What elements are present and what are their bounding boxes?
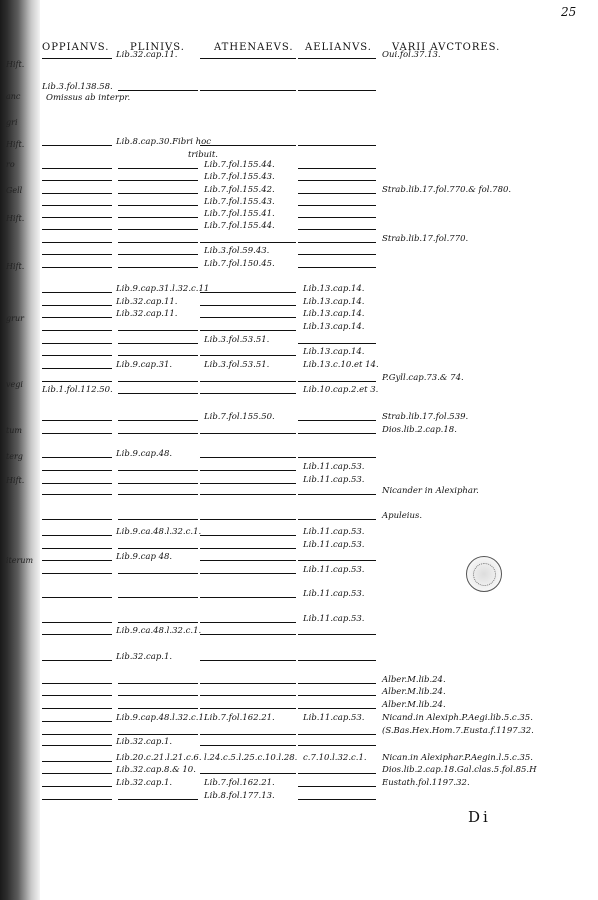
reference-entry: Lib.8.cap.30.Fibri hoc — [116, 137, 211, 147]
blank-rule — [298, 90, 376, 91]
blank-rule — [42, 267, 112, 268]
reference-entry: Lib.11.cap.53. — [303, 713, 365, 723]
spine-fragment: ro — [6, 160, 15, 169]
blank-rule — [298, 695, 376, 696]
reference-entry: Nicander in Alexiphar. — [382, 486, 479, 496]
reference-entry: Lib.7.fol.155.44. — [204, 221, 275, 231]
blank-rule — [200, 317, 296, 318]
blank-rule — [42, 799, 112, 800]
spine-fragment: Hift. — [6, 140, 25, 149]
blank-rule — [200, 393, 296, 394]
blank-rule — [298, 180, 376, 181]
blank-rule — [200, 660, 296, 661]
blank-rule — [298, 494, 376, 495]
blank-rule — [42, 786, 112, 787]
reference-entry: Lib.11.cap.53. — [303, 565, 365, 575]
reference-entry: Eustath.fol.1197.32. — [382, 778, 470, 788]
blank-rule — [42, 292, 112, 293]
blank-rule — [298, 168, 376, 169]
reference-entry: Lib.8.fol.177.13. — [204, 791, 275, 801]
reference-entry: Oui.fol.37.13. — [382, 50, 441, 60]
reference-entry: Dios.lib.2.cap.18.Gal.clas.5.fol.85.H — [382, 765, 537, 775]
reference-entry: Apuleius. — [382, 511, 423, 521]
blank-rule — [118, 708, 198, 709]
blank-rule — [42, 193, 112, 194]
blank-rule — [42, 519, 112, 520]
blank-rule — [42, 494, 112, 495]
reference-entry: Lib.1.fol.112.50. — [42, 385, 113, 395]
blank-rule — [42, 317, 112, 318]
blank-rule — [118, 90, 198, 91]
blank-rule — [200, 548, 296, 549]
reference-note: Omissus ab interpr. — [46, 93, 131, 103]
reference-entry: Lib.7.fol.155.42. — [204, 185, 275, 195]
blank-rule — [42, 58, 112, 59]
blank-rule — [200, 457, 296, 458]
reference-entry: Lib.11.cap.53. — [303, 475, 365, 485]
reference-entry: Strab.lib.17.fol.539. — [382, 412, 469, 422]
blank-rule — [200, 634, 296, 635]
reference-entry: Lib.9.ca.48.l.32.c.1. — [116, 527, 202, 537]
blank-rule — [298, 708, 376, 709]
reference-entry: Lib.32.cap.8.& 10. — [116, 765, 196, 775]
reference-entry: Lib.9.cap.48.l.32.c.1. — [116, 713, 207, 723]
blank-rule — [200, 90, 296, 91]
reference-entry: Alber.M.lib.24. — [382, 675, 446, 685]
library-stamp-seal — [466, 556, 502, 592]
blank-rule — [118, 355, 198, 356]
blank-rule — [42, 381, 112, 382]
blank-rule — [200, 708, 296, 709]
blank-rule — [298, 205, 376, 206]
reference-entry: Lib.3.fol.53.51. — [204, 335, 270, 345]
reference-entry: Lib.3.fol.59.43. — [204, 246, 270, 256]
spine-fragment: Hift. — [6, 476, 25, 485]
spine-fragment: terg — [6, 452, 23, 461]
blank-rule — [118, 205, 198, 206]
blank-rule — [118, 193, 198, 194]
blank-rule — [298, 217, 376, 218]
blank-rule — [42, 734, 112, 735]
reference-entry: Lib.13.cap.14. — [303, 347, 365, 357]
reference-entry: Strab.lib.17.fol.770.& fol.780. — [382, 185, 512, 195]
reference-entry: Alber.M.lib.24. — [382, 687, 446, 697]
reference-entry: Lib.32.cap.11. — [116, 309, 178, 319]
reference-entry: Alber.M.lib.24. — [382, 700, 446, 710]
blank-rule — [200, 773, 296, 774]
blank-rule — [298, 773, 376, 774]
reference-entry: Lib.3.fol.53.51. — [204, 360, 270, 370]
blank-rule — [200, 695, 296, 696]
blank-rule — [298, 519, 376, 520]
reference-note: tribuit. — [188, 150, 218, 160]
blank-rule — [298, 193, 376, 194]
reference-entry: Lib.7.fol.155.43. — [204, 197, 275, 207]
blank-rule — [42, 180, 112, 181]
reference-entry: Lib.7.fol.162.21. — [204, 713, 275, 723]
spine-fragment: Hift. — [6, 262, 25, 271]
blank-rule — [42, 683, 112, 684]
reference-entry: Lib.32.cap.1. — [116, 778, 173, 788]
blank-rule — [200, 745, 296, 746]
blank-rule — [42, 761, 112, 762]
blank-rule — [42, 433, 112, 434]
blank-rule — [118, 330, 198, 331]
blank-rule — [200, 734, 296, 735]
blank-rule — [42, 343, 112, 344]
blank-rule — [298, 799, 376, 800]
blank-rule — [200, 145, 296, 146]
blank-rule — [42, 242, 112, 243]
spine-fragment: grur — [6, 314, 24, 323]
blank-rule — [42, 330, 112, 331]
reference-entry: Lib.32.cap.11. — [116, 297, 178, 307]
blank-rule — [118, 597, 198, 598]
blank-rule — [118, 180, 198, 181]
blank-rule — [118, 242, 198, 243]
reference-entry: Lib.11.cap.53. — [303, 527, 365, 537]
column-header-varii-auctores: VARII AVCTORES. — [392, 42, 501, 53]
blank-rule — [42, 420, 112, 421]
blank-rule — [200, 483, 296, 484]
reference-entry: Lib.7.fol.155.43. — [204, 172, 275, 182]
reference-entry: l.24.c.5.l.25.c.10.l.28. — [204, 753, 298, 763]
blank-rule — [42, 229, 112, 230]
blank-rule — [42, 145, 112, 146]
blank-rule — [42, 708, 112, 709]
reference-entry: Lib.32.cap.1. — [116, 652, 173, 662]
reference-entry: Lib.20.c.21.l.21.c.6. — [116, 753, 202, 763]
spine-fragment: Gell — [6, 186, 23, 195]
blank-rule — [200, 494, 296, 495]
reference-entry: Lib.32.cap.11. — [116, 50, 178, 60]
blank-rule — [200, 470, 296, 471]
reference-entry: Lib.13.cap.14. — [303, 284, 365, 294]
blank-rule — [200, 622, 296, 623]
reference-entry: Lib.3.fol.138.58. — [42, 82, 113, 92]
blank-rule — [200, 560, 296, 561]
blank-rule — [200, 535, 296, 536]
blank-rule — [118, 267, 198, 268]
blank-rule — [298, 381, 376, 382]
spine-fragment: anc — [6, 92, 21, 101]
blank-rule — [42, 622, 112, 623]
blank-rule — [42, 205, 112, 206]
blank-rule — [118, 683, 198, 684]
reference-entry: Lib.7.fol.155.50. — [204, 412, 275, 422]
blank-rule — [42, 634, 112, 635]
blank-rule — [118, 799, 198, 800]
blank-rule — [200, 573, 296, 574]
reference-entry: Lib.13.c.10.et 14. — [303, 360, 379, 370]
reference-entry: Lib.7.fol.162.21. — [204, 778, 275, 788]
column-header-oppianus: OPPIANVS. — [42, 42, 110, 53]
reference-entry: c.7.10.l.32.c.1. — [303, 753, 367, 763]
blank-rule — [118, 494, 198, 495]
blank-rule — [298, 560, 376, 561]
reference-entry: Lib.11.cap.53. — [303, 540, 365, 550]
reference-entry: Lib.7.fol.150.45. — [204, 259, 275, 269]
blank-rule — [42, 548, 112, 549]
reference-entry: Lib.13.cap.14. — [303, 322, 365, 332]
blank-rule — [298, 145, 376, 146]
blank-rule — [200, 305, 296, 306]
reference-entry: P.Gyll.cap.73.& 74. — [382, 373, 464, 383]
reference-entry: Lib.13.cap.14. — [303, 309, 365, 319]
reference-entry: Lib.10.cap.2.et 3. — [303, 385, 379, 395]
reference-entry: Nicand.in Alexiph.P.Aegi.lib.5.c.35. — [382, 713, 533, 723]
blank-rule — [42, 597, 112, 598]
blank-rule — [118, 217, 198, 218]
blank-rule — [298, 267, 376, 268]
spine-fragment: iterum — [6, 556, 34, 565]
blank-rule — [200, 242, 296, 243]
spine-fragment: tum — [6, 426, 22, 435]
reference-entry: Lib.11.cap.53. — [303, 462, 365, 472]
reference-entry: Lib.11.cap.53. — [303, 614, 365, 624]
blank-rule — [200, 519, 296, 520]
blank-rule — [298, 58, 376, 59]
blank-rule — [118, 420, 198, 421]
blank-rule — [118, 343, 198, 344]
blank-rule — [42, 721, 112, 722]
blank-rule — [42, 305, 112, 306]
blank-rule — [200, 381, 296, 382]
blank-rule — [298, 745, 376, 746]
blank-rule — [118, 573, 198, 574]
reference-entry: Lib.11.cap.53. — [303, 589, 365, 599]
blank-rule — [42, 560, 112, 561]
blank-rule — [298, 254, 376, 255]
blank-rule — [200, 597, 296, 598]
blank-rule — [42, 470, 112, 471]
reference-entry: Lib.9.cap 48. — [116, 552, 173, 562]
blank-rule — [118, 381, 198, 382]
column-header-aelianus: AELIANVS. — [305, 42, 372, 53]
blank-rule — [118, 168, 198, 169]
reference-entry: Nican.in Alexiphar.P.Aegin.l.5.c.35. — [382, 753, 533, 763]
blank-rule — [118, 734, 198, 735]
blank-rule — [42, 217, 112, 218]
blank-rule — [200, 355, 296, 356]
reference-entry: Lib.32.cap.1. — [116, 737, 173, 747]
blank-rule — [298, 786, 376, 787]
spine-fragment: vegi — [6, 380, 23, 389]
reference-entry: Strab.lib.17.fol.770. — [382, 234, 469, 244]
blank-rule — [42, 355, 112, 356]
blank-rule — [200, 683, 296, 684]
blank-rule — [298, 634, 376, 635]
reference-entry: Lib.7.fol.155.44. — [204, 160, 275, 170]
blank-rule — [118, 254, 198, 255]
reference-entry: (S.Bas.Hex.Hom.7.Eusta.f.1197.32. — [382, 726, 534, 736]
reference-entry: Dios.lib.2.cap.18. — [382, 425, 457, 435]
page-number: 25 — [561, 5, 577, 19]
spine-fragment: Hift. — [6, 214, 25, 223]
reference-entry: Lib.9.ca.48.l.32.c.1. — [116, 626, 202, 636]
catchword: Di — [468, 808, 491, 826]
blank-rule — [200, 330, 296, 331]
blank-rule — [42, 745, 112, 746]
blank-rule — [298, 343, 376, 344]
blank-rule — [200, 58, 296, 59]
blank-rule — [42, 254, 112, 255]
blank-rule — [42, 368, 112, 369]
blank-rule — [118, 470, 198, 471]
column-header-plinius: PLINIVS. — [130, 42, 185, 53]
blank-rule — [118, 433, 198, 434]
blank-rule — [298, 229, 376, 230]
blank-rule — [298, 420, 376, 421]
spine-fragment: Hift. — [6, 60, 25, 69]
blank-rule — [42, 483, 112, 484]
column-header-athenaeus: ATHENAEVS. — [214, 42, 294, 53]
blank-rule — [298, 683, 376, 684]
blank-rule — [200, 292, 296, 293]
blank-rule — [42, 457, 112, 458]
blank-rule — [118, 695, 198, 696]
blank-rule — [118, 548, 198, 549]
reference-entry: Lib.13.cap.14. — [303, 297, 365, 307]
blank-rule — [42, 695, 112, 696]
blank-rule — [42, 535, 112, 536]
blank-rule — [118, 622, 198, 623]
blank-rule — [298, 660, 376, 661]
blank-rule — [200, 433, 296, 434]
blank-rule — [298, 734, 376, 735]
spine-fragment: gri — [6, 118, 18, 127]
blank-rule — [298, 433, 376, 434]
blank-rule — [42, 773, 112, 774]
blank-rule — [298, 457, 376, 458]
blank-rule — [118, 519, 198, 520]
blank-rule — [118, 229, 198, 230]
book-spine-gutter — [0, 0, 40, 900]
reference-entry: Lib.7.fol.155.41. — [204, 209, 275, 219]
blank-rule — [298, 242, 376, 243]
blank-rule — [118, 483, 198, 484]
reference-entry: Lib.9.cap.31. — [116, 360, 173, 370]
reference-entry: Lib.9.cap.31.l.32.c.11 — [116, 284, 210, 294]
blank-rule — [118, 393, 198, 394]
reference-entry: Lib.9.cap.48. — [116, 449, 173, 459]
blank-rule — [42, 660, 112, 661]
blank-rule — [42, 168, 112, 169]
blank-rule — [42, 573, 112, 574]
